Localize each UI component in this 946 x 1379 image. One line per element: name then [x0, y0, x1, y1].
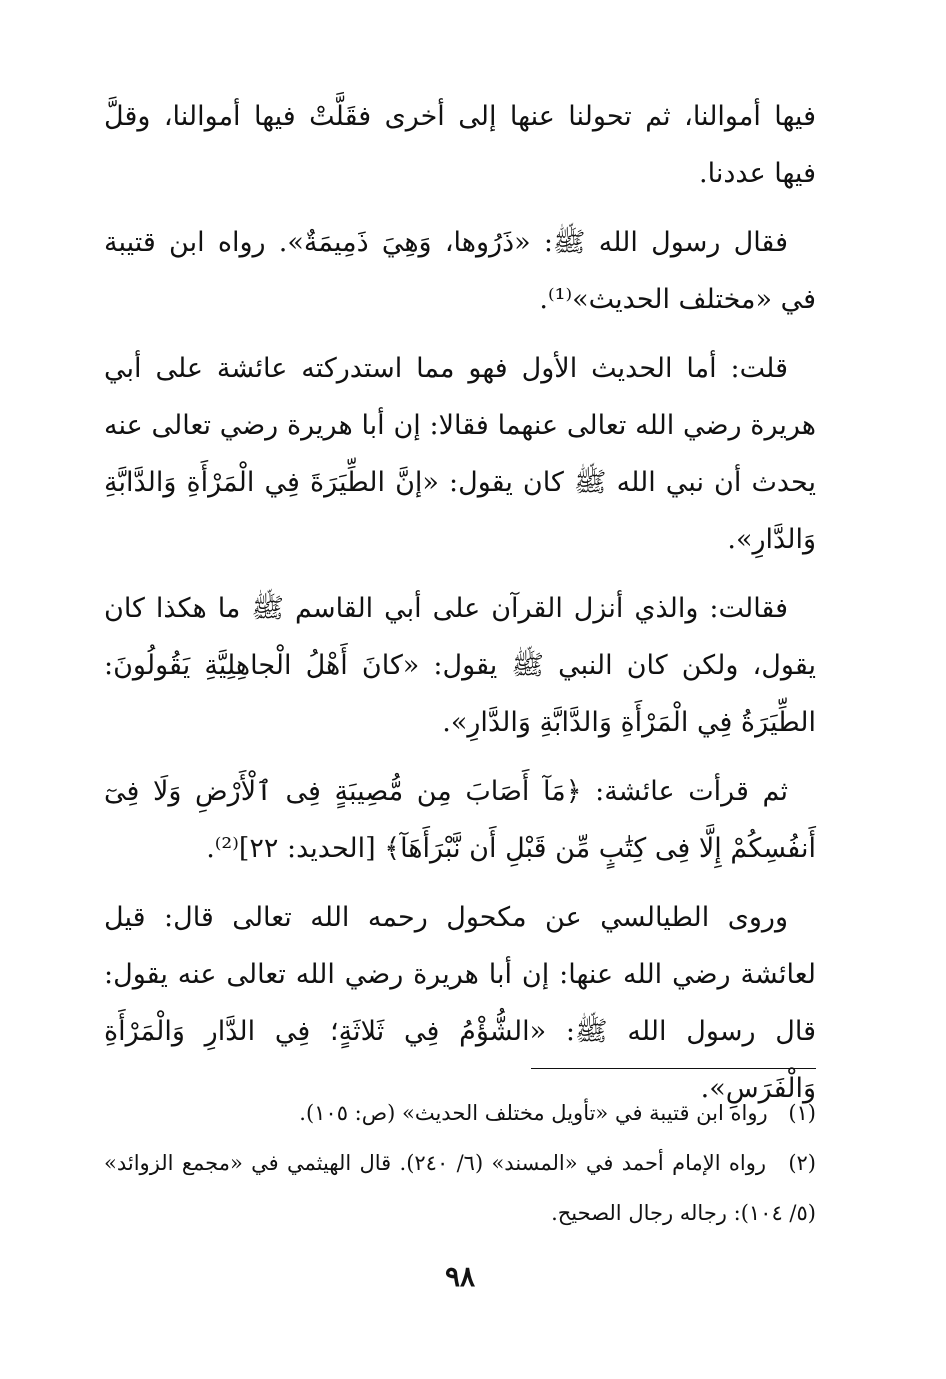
footnotes — [104, 1088, 816, 1238]
paragraph: فقالت: والذي أنزل القرآن على أبي القاسم ﷺ ما هكذا كان يقول، ولكن كان النبي ﷺ يقول: «كانَ أَهْلُ الْجاهِلِيَّةِ يَقُولُونَ: الطِّيَرَةُ فِي الْمَرْأَةِ وَالدَّابَّةِ وَالدَّارِ». — [104, 593, 816, 738]
paragraph: فقال رسول الله ﷺ: «ذَرُوها، وَهِيَ ذَمِيمَةٌ». رواه ابن قتيبة في «مختلف الحديث»⁽¹⁾. — [104, 227, 816, 315]
footnote-text: رواه الإمام أحمد في «المسند» (٦/ ٢٤٠). قال الهيثمي في «مجمع الزوائد» (٥/ ١٠٤): رجاله رجال الصحيح. — [104, 1151, 816, 1225]
paragraph: فيها أموالنا، ثم تحولنا عنها إلى أخرى فقَلَّتْ فيها أموالنا، وقلَّ فيها عددنا. — [104, 101, 816, 189]
footnote-text: رواه ابن قتيبة في «تأويل مختلف الحديث» (ص: ١٠٥). — [299, 1101, 768, 1125]
book-page — [104, 88, 816, 1328]
quran-verse-paragraph: ثم قرأت عائشة: ﴿مَآ أَصَابَ مِن مُّصِيبَةٍ فِى ٱلْأَرْضِ وَلَا فِىٓ أَنفُسِكُمْ إِلَّا فِى كِتَٰبٍ مِّن قَبْلِ أَن نَّبْرَأَهَآ﴾ [الحديد: ٢٢]⁽²⁾. — [104, 776, 816, 864]
page-number: ٩٨ — [444, 1260, 476, 1293]
paragraph: قلت: أما الحديث الأول فهو مما استدركته عائشة على أبي هريرة رضي الله تعالى عنهما فقالا: إن أبا هريرة رضي تعالى عنه يحدث أن نبي الله ﷺ كان يقول: «إنَّ الطِّيَرَةَ فِي الْمَرْأَةِ وَالدَّابَّةِ وَالدَّارِ». — [104, 353, 816, 555]
footnote-number: (٢) — [788, 1151, 816, 1175]
footnote-number: (١) — [788, 1101, 816, 1125]
footnote-divider — [531, 1068, 816, 1069]
footnote — [104, 1138, 816, 1238]
main-text — [104, 88, 816, 1117]
paragraph: وروى الطيالسي عن مكحول رحمه الله تعالى قال: قيل لعائشة رضي الله عنها: إن أبا هريرة رضي الله تعالى عنه يقول: قال رسول الله ﷺ: «الشُّؤْمُ فِي ثَلاثَةٍ؛ فِي الدَّارِ وَالْمَرْأَةِ وَالْفَرَسِ». — [104, 902, 816, 1104]
footnote — [104, 1088, 816, 1138]
